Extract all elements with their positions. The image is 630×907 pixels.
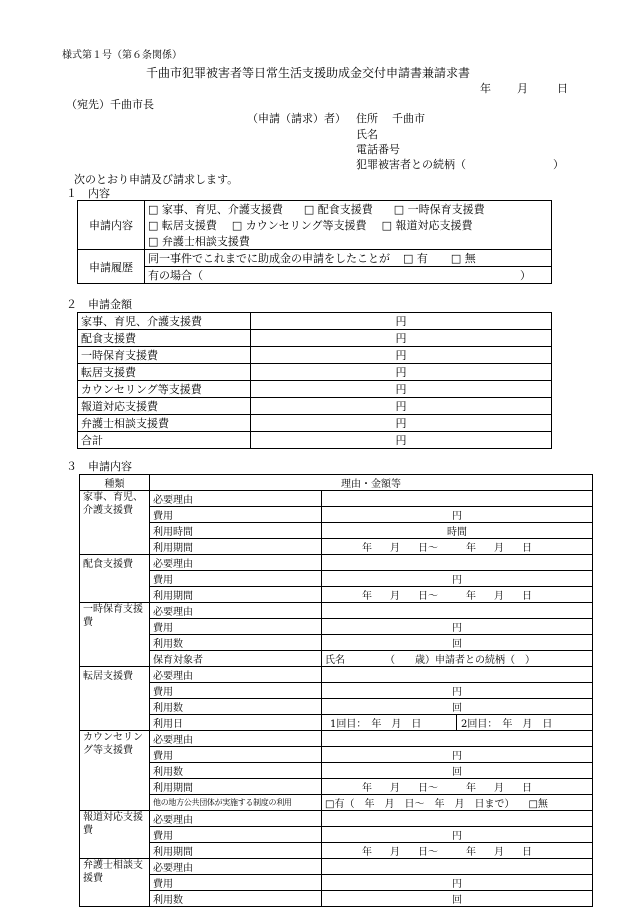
item-cost: 費用 [150, 747, 322, 763]
item-cost: 費用 [150, 571, 322, 587]
item-cost: 費用 [150, 507, 322, 523]
option-relocation[interactable]: □ 転居支援費 [148, 219, 217, 232]
item-period: 利用期間 [150, 779, 322, 795]
section2-heading: ２ 申請金額 [66, 298, 132, 311]
detail-table [79, 474, 593, 907]
item-use-date: 利用日 [150, 715, 322, 731]
value-cost[interactable]: 円 [322, 507, 593, 523]
section1-heading: １ 内容 [66, 187, 110, 200]
amount-value[interactable]: 円 [251, 398, 552, 415]
item-hours: 利用時間 [150, 523, 322, 539]
item-count: 利用数 [150, 763, 322, 779]
date-month: 月 [517, 82, 528, 95]
value-period[interactable]: 年 月 日～ 年 月 日 [322, 587, 593, 603]
amount-row-label: 一時保育支援費 [78, 347, 251, 364]
value-cost[interactable]: 円 [322, 619, 593, 635]
address-value: 千曲市 [392, 112, 425, 125]
amount-row-label: カウンセリング等支援費 [78, 381, 251, 398]
item-other-system: 他の地方公共団体が実施する制度の利用 [150, 795, 322, 811]
cat-media: 報道対応支援費 [80, 811, 150, 859]
amount-total-label: 合計 [78, 432, 251, 449]
value-cost[interactable]: 円 [322, 875, 593, 891]
item-count: 利用数 [150, 635, 322, 651]
date-year: 年 [480, 82, 491, 95]
item-period: 利用期間 [150, 539, 322, 555]
history-yes[interactable]: □ 有 [403, 252, 428, 265]
item-period: 利用期間 [150, 843, 322, 859]
amount-row-label: 報道対応支援費 [78, 398, 251, 415]
item-reason: 必要理由 [150, 731, 322, 747]
value-other-system[interactable]: □有（ 年 月 日～ 年 月 日まで） □無 [322, 795, 593, 811]
if-yes-close: ） [520, 269, 531, 282]
amount-row-label: 転居支援費 [78, 364, 251, 381]
name-label: 氏名 [356, 128, 378, 141]
if-yes-label: 有の場合（ [148, 269, 203, 282]
cat-housework: 家事、育児、介護支援費 [80, 491, 150, 555]
value-reason[interactable] [322, 491, 593, 507]
value-period[interactable]: 年 月 日～ 年 月 日 [322, 843, 593, 859]
option-lawyer[interactable]: □ 弁護士相談支援費 [148, 235, 250, 248]
value-hours[interactable]: 時間 [322, 523, 593, 539]
history-question: 同一事件でこれまでに助成金の申請をしたことが [148, 252, 390, 265]
value-count[interactable]: 回 [322, 635, 593, 651]
item-reason: 必要理由 [150, 491, 322, 507]
cat-childcare: 一時保育支援費 [80, 603, 150, 667]
item-childcare-target: 保育対象者 [150, 651, 322, 667]
amount-value[interactable]: 円 [251, 364, 552, 381]
item-reason: 必要理由 [150, 859, 322, 875]
value-cost[interactable]: 円 [322, 747, 593, 763]
item-reason: 必要理由 [150, 555, 322, 571]
amount-value[interactable]: 円 [251, 330, 552, 347]
item-cost: 費用 [150, 619, 322, 635]
cat-counseling: カウンセリング等支援費 [80, 731, 150, 811]
amount-total-value[interactable]: 円 [251, 432, 552, 449]
option-housework[interactable]: □ 家事、育児、介護支援費 [148, 203, 283, 216]
value-reason[interactable] [322, 731, 593, 747]
address-label: 住所 [356, 112, 378, 125]
col-reason-header: 理由・金額等 [150, 475, 593, 491]
amount-row-label: 弁護士相談支援費 [78, 415, 251, 432]
intro-text: 次のとおり申請及び請求します。 [74, 173, 239, 186]
col-type-header: 種類 [80, 475, 150, 491]
value-period[interactable]: 年 月 日～ 年 月 日 [322, 539, 593, 555]
date-day: 日 [557, 82, 568, 95]
form-number: 様式第１号（第６条関係） [62, 50, 182, 61]
value-childcare-target[interactable]: 氏名 （ 歳）申請者との続柄（ ） [322, 651, 593, 667]
value-count[interactable]: 回 [322, 763, 593, 779]
amount-value[interactable]: 円 [251, 347, 552, 364]
relation-label: 犯罪被害者との続柄（ [356, 158, 466, 171]
option-counseling[interactable]: □ カウンセリング等支援費 [231, 219, 367, 232]
cat-meal: 配食支援費 [80, 555, 150, 603]
value-period[interactable]: 年 月 日～ 年 月 日 [322, 779, 593, 795]
amount-value[interactable]: 円 [251, 381, 552, 398]
history-label: 申請履歴 [78, 250, 145, 284]
value-reason[interactable] [322, 811, 593, 827]
item-cost: 費用 [150, 827, 322, 843]
item-reason: 必要理由 [150, 667, 322, 683]
amount-value[interactable]: 円 [251, 313, 552, 330]
value-cost[interactable]: 円 [322, 571, 593, 587]
item-count: 利用数 [150, 891, 322, 907]
item-period: 利用期間 [150, 587, 322, 603]
value-reason[interactable] [322, 859, 593, 875]
item-cost: 費用 [150, 683, 322, 699]
option-meal[interactable]: □ 配食支援費 [303, 203, 373, 216]
content-table [77, 200, 552, 284]
addressee: （宛先）千曲市長 [66, 98, 154, 111]
amount-value[interactable]: 円 [251, 415, 552, 432]
value-reason[interactable] [322, 603, 593, 619]
value-reason[interactable] [322, 667, 593, 683]
relation-close: ） [553, 158, 564, 171]
amount-table [77, 312, 552, 449]
amount-row-label: 配食支援費 [78, 330, 251, 347]
item-reason: 必要理由 [150, 603, 322, 619]
history-no[interactable]: □ 無 [450, 252, 476, 265]
phone-label: 電話番号 [356, 143, 400, 156]
item-count: 利用数 [150, 699, 322, 715]
value-cost[interactable]: 円 [322, 827, 593, 843]
option-media[interactable]: □ 報道対応支援費 [381, 219, 473, 232]
section3-heading: ３ 申請内容 [66, 460, 132, 473]
content-label: 申請内容 [78, 201, 145, 250]
value-reason[interactable] [322, 555, 593, 571]
item-reason: 必要理由 [150, 811, 322, 827]
page-title: 千曲市犯罪被害者等日常生活支援助成金交付申請書兼請求書 [146, 66, 471, 80]
amount-row-label: 家事、育児、介護支援費 [78, 313, 251, 330]
option-childcare[interactable]: □ 一時保育支援費 [393, 203, 485, 216]
cat-lawyer: 弁護士相談支援費 [80, 859, 150, 907]
value-count[interactable]: 回 [322, 699, 593, 715]
applicant-label: （申請（請求）者） [247, 112, 346, 125]
value-count[interactable]: 回 [322, 891, 593, 907]
item-cost: 費用 [150, 875, 322, 891]
value-use-date[interactable]: 1回目： 年 月 日 2回目： 年 月 日 [322, 715, 593, 731]
value-cost[interactable]: 円 [322, 683, 593, 699]
cat-relocation: 転居支援費 [80, 667, 150, 731]
